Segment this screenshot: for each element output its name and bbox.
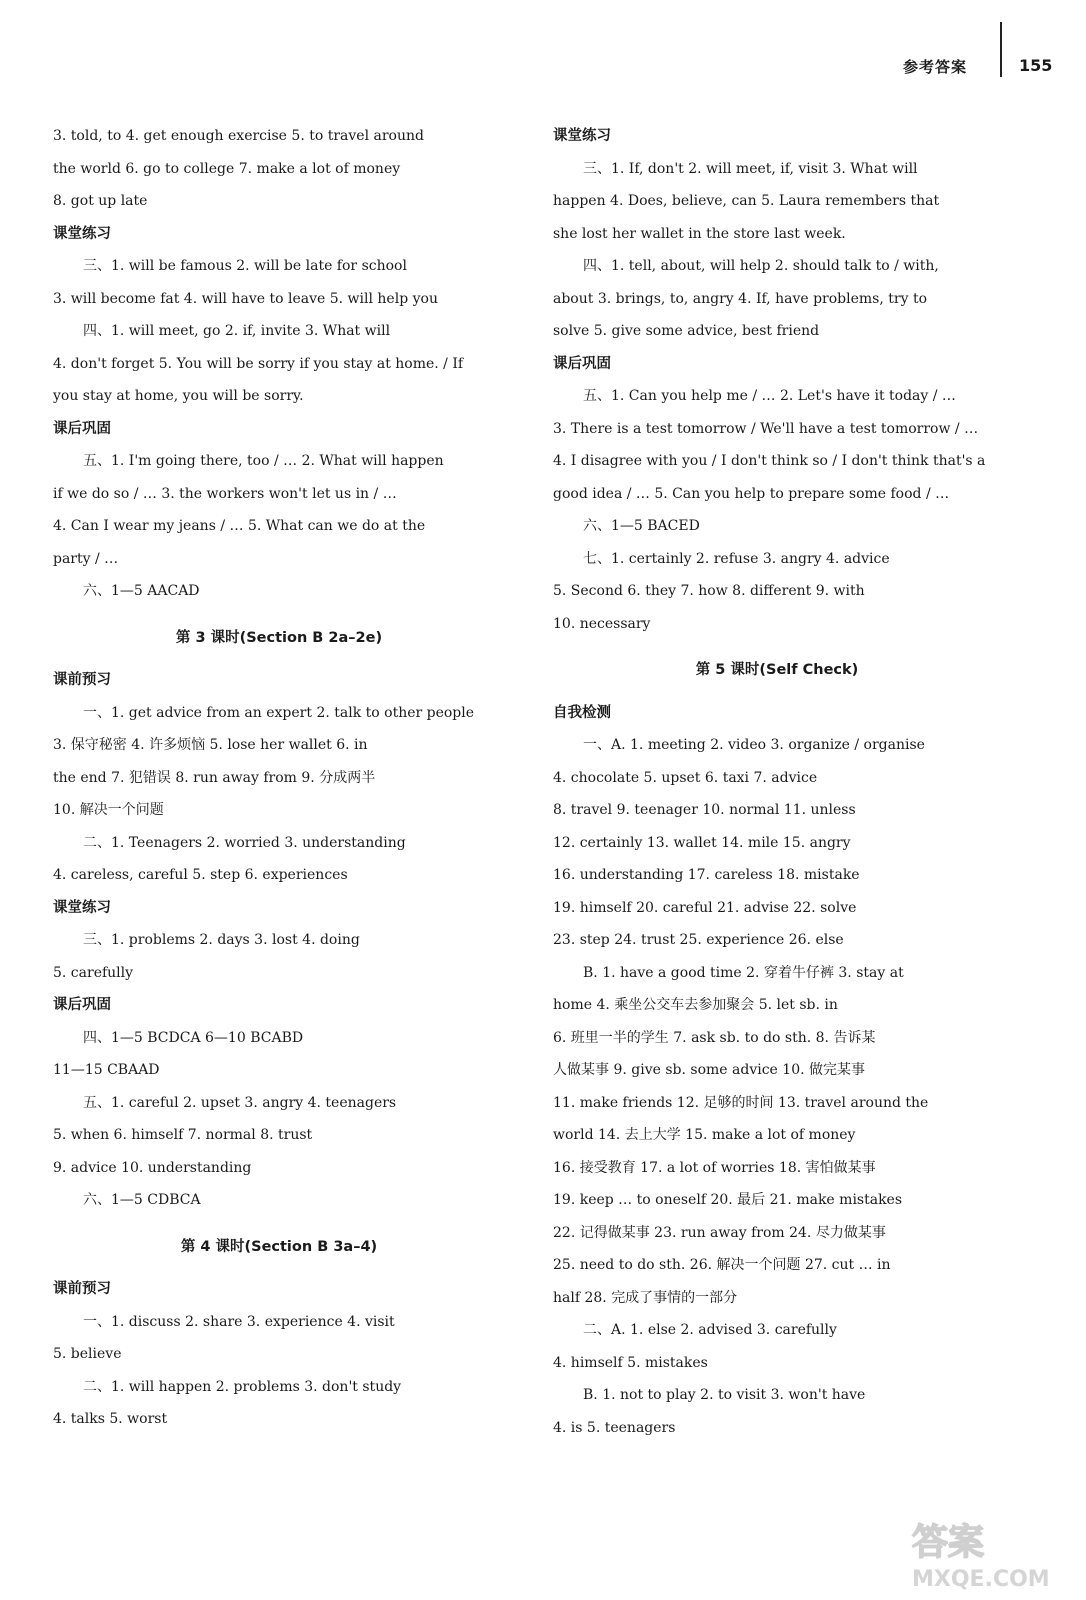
- section-heading: 课后巩固: [553, 355, 611, 372]
- watermark-line2: MXQE.COM: [912, 1567, 1050, 1592]
- lesson-title: 第 5 课时(Self Check): [695, 662, 859, 678]
- answer-line: if we do so / … 3. the workers won't let us in / …: [53, 485, 397, 502]
- answer-line: 12. certainly 13. wallet 14. mile 15. angry: [553, 834, 851, 851]
- answer-line: 4. Can I wear my jeans / … 5. What can we do at the: [53, 518, 426, 534]
- answer-line: 5. when 6. himself 7. normal 8. trust: [53, 1127, 313, 1143]
- answer-line: 二、1. Teenagers 2. worried 3. understanding: [83, 834, 406, 851]
- answer-line: 4. don't forget 5. You will be sorry if you stay at home. / If: [53, 355, 464, 372]
- answer-line: 23. step 24. trust 25. experience 26. else: [553, 932, 844, 948]
- answer-line: 16. understanding 17. careless 18. mistake: [553, 867, 860, 883]
- answer-line: 3. There is a test tomorrow / We'll have a test tomorrow / …: [553, 420, 979, 437]
- section-heading: 课前预习: [53, 1281, 111, 1297]
- answer-line: 5. believe: [53, 1346, 122, 1362]
- answer-line: good idea / … 5. Can you help to prepare some food / …: [553, 485, 950, 502]
- answer-line: 四、1. will meet, go 2. if, invite 3. What will: [83, 323, 391, 339]
- answer-line: solve 5. give some advice, best friend: [553, 323, 820, 339]
- section-heading: 课前预习: [53, 672, 111, 688]
- answer-line: 10. 解决一个问题: [53, 802, 164, 818]
- answer-line: 19. keep … to oneself 20. 最后 21. make mistakes: [553, 1192, 903, 1208]
- answer-line: home 4. 乘坐公交车去参加聚会 5. let sb. in: [553, 997, 838, 1013]
- answer-line: world 14. 去上大学 15. make a lot of money: [553, 1127, 856, 1143]
- section-heading: 课堂练习: [53, 899, 111, 916]
- lesson-title: 第 3 课时(Section B 2a–2e): [175, 629, 383, 646]
- answer-line: she lost her wallet in the store last week.: [553, 225, 846, 242]
- answer-line: 19. himself 20. careful 21. advise 22. solve: [553, 899, 857, 916]
- answer-line: 4. careless, careful 5. step 6. experiences: [53, 867, 348, 883]
- left-column: [53, 120, 505, 1436]
- answer-line: 4. chocolate 5. upset 6. taxi 7. advice: [553, 769, 818, 786]
- answer-line: 10. necessary: [553, 615, 651, 632]
- section-heading: 课后巩固: [53, 420, 111, 437]
- answer-line: B. 1. have a good time 2. 穿着牛仔裤 3. stay at: [583, 964, 904, 981]
- answer-line: 4. himself 5. mistakes: [553, 1354, 708, 1371]
- answer-line: 8. travel 9. teenager 10. normal 11. unless: [553, 802, 856, 818]
- answer-line: 5. Second 6. they 7. how 8. different 9. with: [553, 583, 865, 599]
- answer-line: 11—15 CBAAD: [53, 1062, 160, 1078]
- section-heading: 课后巩固: [53, 997, 111, 1013]
- answer-line: 25. need to do sth. 26. 解决一个问题 27. cut … in: [553, 1257, 891, 1273]
- answer-line: 六、1—5 BACED: [583, 518, 700, 534]
- lesson-title: 第 4 课时(Section B 3a–4): [180, 1238, 378, 1255]
- answer-line: 4. I disagree with you / I don't think so / I don't think that's a: [553, 453, 986, 469]
- page-number: 155: [1019, 56, 1053, 75]
- answer-line: 三、1. problems 2. days 3. lost 4. doing: [83, 932, 360, 948]
- answer-line: 6. 班里一半的学生 7. ask sb. to do sth. 8. 告诉某: [553, 1029, 876, 1046]
- answer-line: 人做某事 9. give sb. some advice 10. 做完某事: [553, 1062, 865, 1078]
- answer-line: 五、1. Can you help me / … 2. Let's have it today / …: [583, 388, 956, 404]
- answer-line: 3. will become fat 4. will have to leave 5. will help you: [53, 290, 438, 307]
- answer-line: 3. 保守秘密 4. 许多烦恼 5. lose her wallet 6. in: [53, 737, 368, 753]
- answer-line: party / …: [53, 550, 119, 567]
- answer-line: half 28. 完成了事情的一部分: [553, 1289, 738, 1306]
- header-title: 参考答案: [903, 58, 968, 76]
- answer-line: 二、1. will happen 2. problems 3. don't study: [83, 1378, 402, 1395]
- answer-line: 四、1. tell, about, will help 2. should talk to / with,: [583, 258, 939, 274]
- answer-line: 8. got up late: [53, 193, 148, 209]
- answer-line: 一、1. get advice from an expert 2. talk to other people: [83, 704, 475, 721]
- answer-line: 三、1. will be famous 2. will be late for school: [83, 258, 407, 274]
- right-column: [553, 120, 1001, 1444]
- answer-line: B. 1. not to play 2. to visit 3. won't have: [583, 1387, 866, 1403]
- answer-line: 4. is 5. teenagers: [553, 1419, 676, 1436]
- answer-line: 七、1. certainly 2. refuse 3. angry 4. advice: [583, 550, 890, 567]
- answer-line: 5. carefully: [53, 964, 134, 981]
- answer-line: 4. talks 5. worst: [53, 1411, 168, 1427]
- answer-line: 11. make friends 12. 足够的时间 13. travel around the: [553, 1094, 929, 1111]
- answer-line: 五、1. careful 2. upset 3. angry 4. teenagers: [83, 1094, 397, 1111]
- section-heading: 课堂练习: [553, 128, 611, 144]
- header-divider: [1000, 22, 1002, 77]
- section-heading: 课堂练习: [53, 225, 111, 242]
- answer-line: 五、1. I'm going there, too / … 2. What will happen: [83, 453, 444, 469]
- answer-line: happen 4. Does, believe, can 5. Laura remembers that: [553, 193, 940, 209]
- answer-line: 16. 接受教育 17. a lot of worries 18. 害怕做某事: [553, 1159, 876, 1176]
- answer-line: the end 7. 犯错误 8. run away from 9. 分成两半: [53, 769, 376, 786]
- answer-line: 三、1. If, don't 2. will meet, if, visit 3. What will: [583, 160, 918, 177]
- answer-line: 六、1—5 AACAD: [83, 583, 200, 599]
- answer-line: 3. told, to 4. get enough exercise 5. to travel around: [53, 128, 424, 144]
- answer-line: 22. 记得做某事 23. run away from 24. 尽力做某事: [553, 1224, 886, 1241]
- answer-line: 六、1—5 CDBCA: [83, 1192, 201, 1208]
- answer-line: 一、1. discuss 2. share 3. experience 4. visit: [83, 1313, 395, 1330]
- answer-line: 一、A. 1. meeting 2. video 3. organize / organise: [583, 737, 925, 753]
- section-heading: 自我检测: [553, 704, 611, 721]
- answer-line: the world 6. go to college 7. make a lot of money: [53, 160, 401, 177]
- answer-line: 9. advice 10. understanding: [53, 1159, 252, 1176]
- answer-line: 四、1—5 BCDCA 6—10 BCABD: [83, 1029, 304, 1046]
- watermark-logo: [908, 1512, 1078, 1592]
- answer-line: you stay at home, you will be sorry.: [53, 388, 304, 404]
- answer-line: 二、A. 1. else 2. advised 3. carefully: [583, 1322, 837, 1338]
- watermark-line1: 答案: [912, 1522, 985, 1563]
- answer-line: about 3. brings, to, angry 4. If, have problems, try to: [553, 290, 927, 307]
